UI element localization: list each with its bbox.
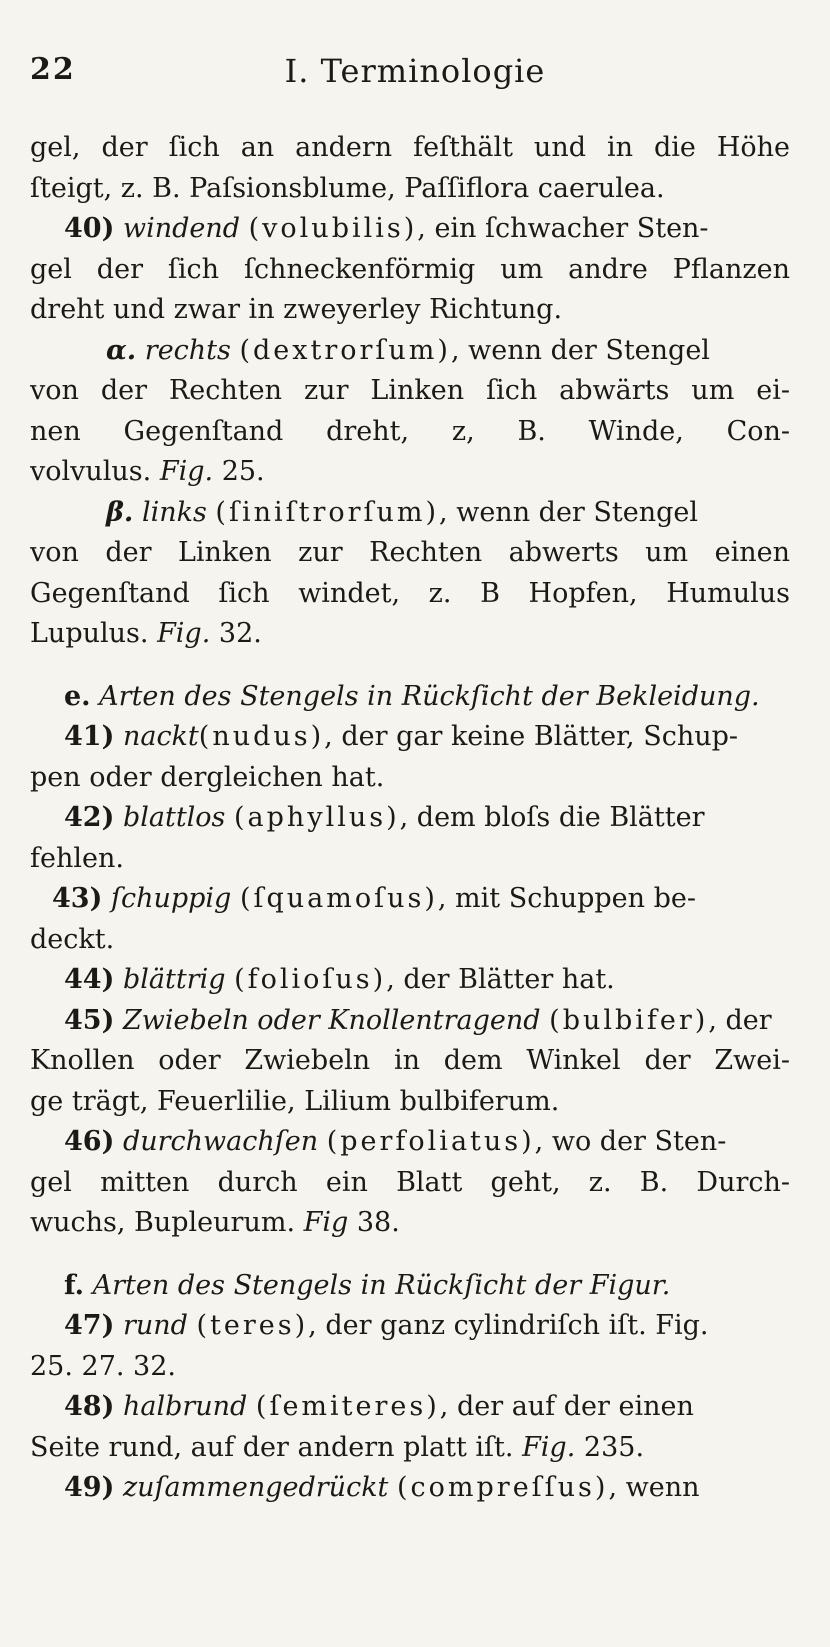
latin-name: (bulbifer) xyxy=(549,1004,709,1036)
running-head: I. Terminologie xyxy=(284,52,546,90)
entry-42: 42) blattlos (aphyllus), dem bloſs die Blätter xyxy=(64,802,705,833)
entry-44: 44) blättrig (folioſus), der Blätter hat. xyxy=(64,964,615,995)
page-header xyxy=(30,52,800,102)
latin-name: (perfoliatus) xyxy=(326,1126,535,1157)
term: nackt xyxy=(122,721,199,752)
text-line: volvulus. Fig. 25. xyxy=(30,456,265,487)
entry-46: 46) durchwachſen (perfoliatus), wo der Sten- xyxy=(64,1126,727,1157)
term: ſchuppig xyxy=(110,883,232,914)
figure-reference: Fig. xyxy=(157,618,211,649)
figure-reference: Fig. xyxy=(159,456,214,487)
term: zuſammengedrückt xyxy=(122,1472,389,1503)
text-line: von der Rechten zur Linken ſich abwärts um ei- xyxy=(30,375,790,406)
term: rechts xyxy=(144,334,231,366)
text-line: gel, der ſich an andern feſthält und in die Höhe xyxy=(30,132,790,163)
latin-name: (folioſus) xyxy=(234,964,387,995)
latin-name: (compreſſus) xyxy=(397,1472,609,1503)
entry-43: 43) ſchuppig (ſquamoſus), mit Schuppen be- xyxy=(52,883,697,914)
text-line: Gegenſtand ſich windet, z. B Hopfen, Humulus xyxy=(30,577,790,609)
entry-40: 40) windend (volubilis), ein ſchwacher Sten- xyxy=(64,213,709,244)
term: windend xyxy=(122,213,241,244)
term: rund xyxy=(122,1310,188,1341)
latin-name: (aphyllus) xyxy=(234,802,400,833)
latin-name: (dextrorſum) xyxy=(239,334,451,366)
term: Zwiebeln oder Knollentragend xyxy=(122,1004,541,1036)
section-heading-e: e. Arten des Stengels in Rückſicht der Bekleidung. xyxy=(64,680,760,712)
text-line: Lupulus. Fig. 32. xyxy=(30,618,262,649)
term: blattlos xyxy=(122,802,226,833)
latin-name: (volubilis) xyxy=(248,213,418,244)
entry-alpha: α. rechts (dextrorſum), wenn der Stengel xyxy=(106,334,710,366)
text-line: Knollen oder Zwiebeln in dem Winkel der Zwei- xyxy=(30,1045,790,1076)
text-line: gel mitten durch ein Blatt geht, z. B. Durch- xyxy=(30,1166,790,1198)
entry-48: 48) halbrund (ſemiteres), der auf der einen xyxy=(64,1391,694,1422)
text-line: gel der ſich ſchneckenförmig um andre Pflanzen xyxy=(30,253,790,285)
entry-45: 45) Zwiebeln oder Knollentragend (bulbifer), der xyxy=(64,1004,772,1036)
term: blättrig xyxy=(122,964,226,995)
entry-49: 49) zuſammengedrückt (compreſſus), wenn xyxy=(64,1472,700,1503)
latin-name: (ſemiteres) xyxy=(255,1391,440,1422)
text-line: von der Linken zur Rechten abwerts um einen xyxy=(30,537,790,568)
entry-47: 47) rund (teres), der ganz cylindriſch iſt. Fig. xyxy=(64,1310,709,1341)
body-text xyxy=(30,128,790,1509)
text-line: ge trägt, Feuerlilie, Lilium bulbiferum. xyxy=(30,1085,560,1117)
latin-name: (nudus) xyxy=(198,721,325,752)
term: halbrund xyxy=(122,1391,248,1422)
term: links xyxy=(141,496,207,528)
entry-41: 41) nackt(nudus), der gar keine Blätter, Schup- xyxy=(64,721,739,752)
text-line: wuchs, Bupleurum. Fig 38. xyxy=(30,1207,400,1238)
text-line: Seite rund, auf der andern platt iſt. Fig. 235. xyxy=(30,1431,645,1463)
figure-reference: Fig xyxy=(303,1207,349,1238)
text-line: ſteigt, z. B. Paſsionsblume, Paſſiflora caerulea. xyxy=(30,172,665,204)
latin-name: (ſiniſtrorſum) xyxy=(215,496,440,528)
text-line: deckt. xyxy=(30,923,115,955)
section-heading-f: f. Arten des Stengels in Rückſicht der Figur. xyxy=(64,1269,671,1301)
term: durchwachſen xyxy=(122,1126,319,1157)
text-line: nen Gegenſtand dreht, z, B. Winde, Con- xyxy=(30,415,790,447)
latin-name: (teres) xyxy=(196,1310,309,1341)
text-line: fehlen. xyxy=(30,842,124,874)
text-line: pen oder dergleichen hat. xyxy=(30,761,385,793)
figure-reference: Fig. xyxy=(522,1431,576,1463)
latin-name: (ſquamoſus) xyxy=(239,883,438,914)
entry-beta: β. links (ſiniſtrorſum), wenn der Stengel xyxy=(106,496,699,528)
text-line: dreht und zwar in zweyerley Richtung. xyxy=(30,294,563,325)
page-number: 22 xyxy=(30,52,76,87)
text-line: 25. 27. 32. xyxy=(30,1350,176,1382)
